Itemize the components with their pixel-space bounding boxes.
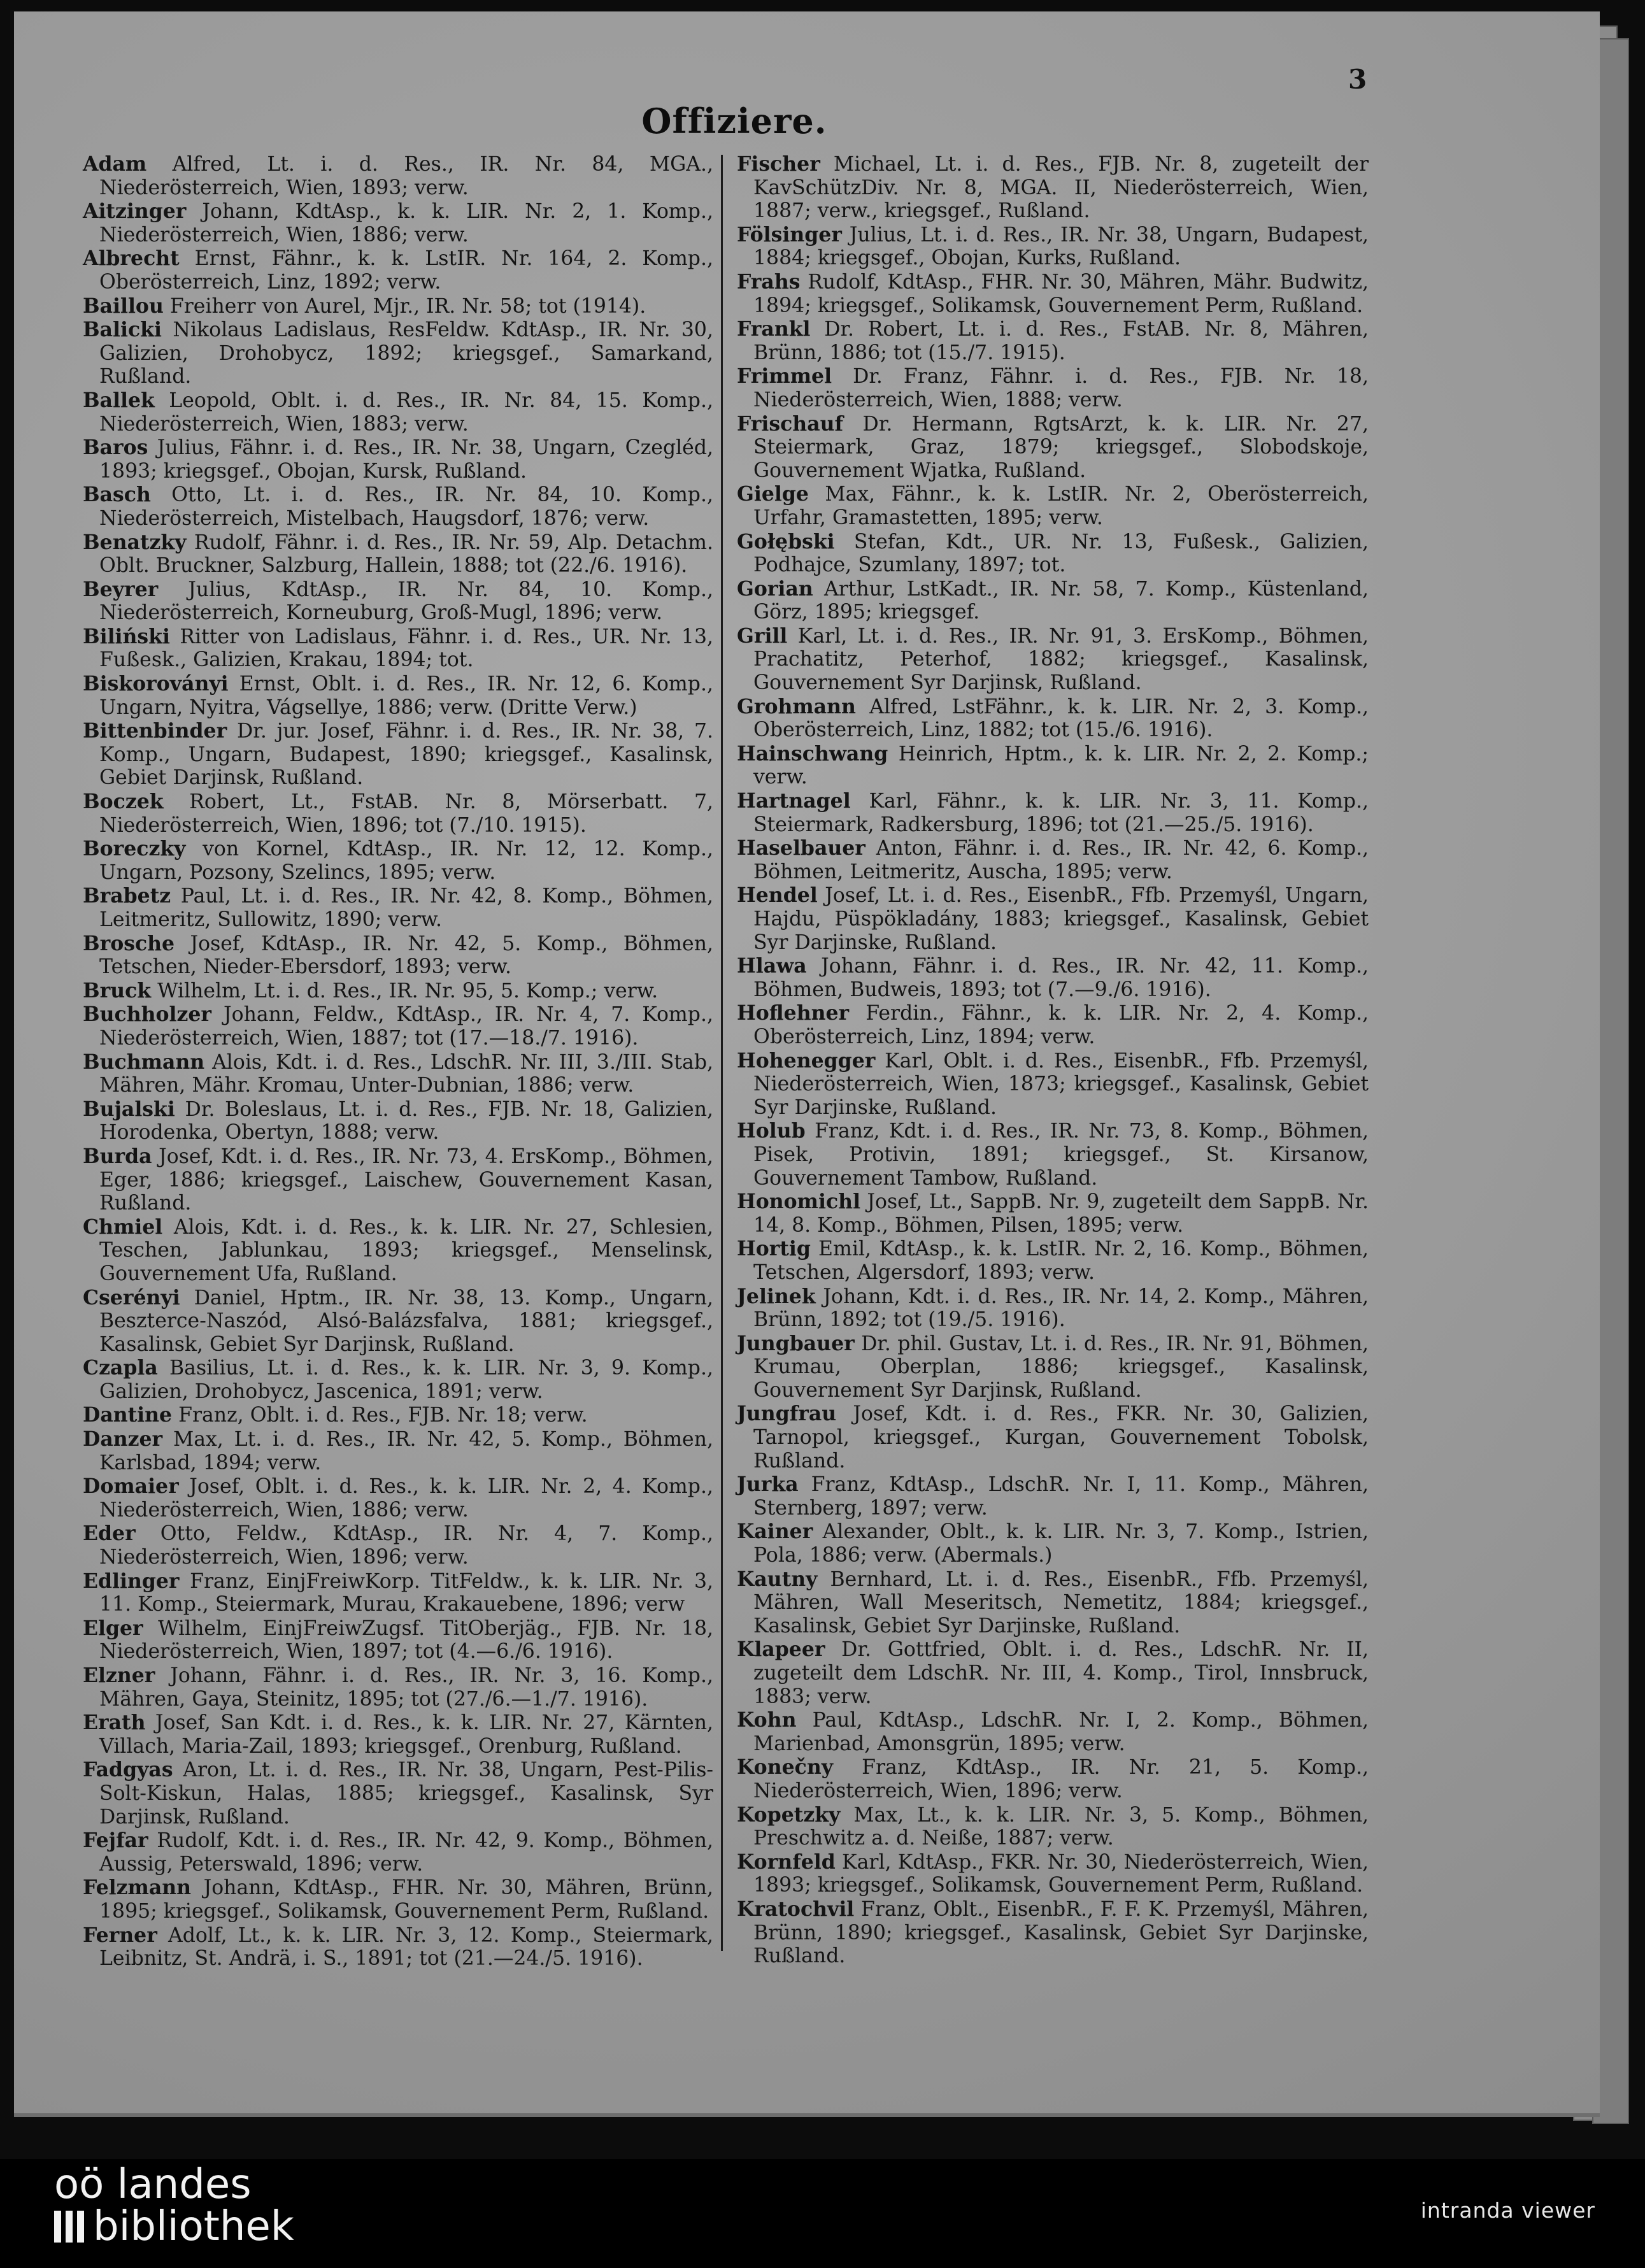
officer-entry bbox=[737, 271, 1369, 317]
officer-surname: Fadgyas bbox=[83, 1758, 173, 1782]
officer-entry bbox=[737, 743, 1369, 789]
officer-details: Karl, KdtAsp., FKR. Nr. 30, Niederösterreich, Wien, 1893; kriegsgef., Solikamsk, Gouvernement Perm, Rußland. bbox=[753, 1850, 1369, 1897]
officer-details: Alexander, Oblt., k. k. LIR. Nr. 3, 7. Komp., Istrien, Pola, 1886; verw. (Abermals.) bbox=[753, 1520, 1369, 1567]
officer-details: Josef, Oblt. i. d. Res., k. k. LIR. Nr. 2, 4. Komp., Niederösterreich, Wien, 1886; verw. bbox=[99, 1475, 713, 1522]
library-logo[interactable] bbox=[54, 2161, 294, 2250]
officer-entry bbox=[83, 578, 713, 625]
officer-entry bbox=[737, 1120, 1369, 1190]
officer-entry bbox=[83, 1522, 713, 1569]
officer-entry bbox=[737, 1050, 1369, 1120]
officer-surname: Balicki bbox=[83, 318, 162, 342]
officer-surname: Jungfrau bbox=[737, 1402, 837, 1426]
officer-entry bbox=[83, 1051, 713, 1097]
officer-entry bbox=[83, 838, 713, 884]
officer-entry bbox=[737, 224, 1369, 270]
officer-details: Rudolf, Kdt. i. d. Res., IR. Nr. 42, 9. Komp., Böhmen, Aussig, Peterswald, 1896; verw. bbox=[99, 1829, 713, 1876]
logo-text-top: oö landes bbox=[54, 2161, 252, 2208]
officer-details: Anton, Fähnr. i. d. Res., IR. Nr. 42, 6. Komp., Böhmen, Leitmeritz, Auscha, 1895; verw. bbox=[753, 837, 1369, 883]
officer-surname: Dantine bbox=[83, 1403, 173, 1427]
officer-surname: Hortig bbox=[737, 1237, 811, 1261]
officer-surname: Felzmann bbox=[83, 1876, 192, 1900]
officer-surname: Kopetzky bbox=[737, 1802, 841, 1827]
officer-entry bbox=[83, 980, 713, 1003]
officer-entry bbox=[737, 884, 1369, 954]
right-column bbox=[737, 153, 1369, 1969]
officer-entry bbox=[737, 1473, 1369, 1520]
officer-details: Ernst, Fähnr., k. k. LstIR. Nr. 164, 2. Komp., Oberösterreich, Linz, 1892; verw. bbox=[99, 247, 714, 294]
officer-surname: Jelinek bbox=[737, 1284, 816, 1308]
officer-surname: Ferner bbox=[83, 1923, 157, 1947]
officer-entry bbox=[83, 1711, 713, 1758]
officer-entry bbox=[737, 1851, 1369, 1897]
officer-surname: Danzer bbox=[83, 1427, 163, 1451]
officer-details: Wilhelm, Lt. i. d. Res., IR. Nr. 95, 5. Komp.; verw. bbox=[157, 979, 659, 1002]
officer-surname: Frankl bbox=[737, 317, 811, 341]
officer-entry bbox=[83, 483, 713, 530]
officer-surname: Bruck bbox=[83, 978, 152, 1002]
officer-details: Josef, Lt., SappB. Nr. 9, zugeteilt dem SappB. Nr. 14, 8. Komp., Böhmen, Pilsen, 1895; verw. bbox=[753, 1190, 1369, 1237]
officer-entry bbox=[83, 673, 713, 719]
logo-bars-icon bbox=[54, 2211, 84, 2243]
officer-details: Johann, Kdt. i. d. Res., IR. Nr. 14, 2. Komp., Mähren, Brünn, 1892; tot (19./5. 1916). bbox=[753, 1285, 1369, 1332]
officer-surname: Erath bbox=[83, 1711, 146, 1735]
officer-surname: Kornfeld bbox=[737, 1850, 836, 1874]
officer-entry bbox=[737, 1709, 1369, 1755]
officer-details: Max, Lt. i. d. Res., IR. Nr. 42, 5. Komp., Böhmen, Karlsbad, 1894; verw. bbox=[99, 1428, 714, 1474]
officer-entry bbox=[83, 200, 713, 246]
officer-surname: Gielge bbox=[737, 482, 809, 506]
logo-text-bottom: bibliothek bbox=[93, 2203, 294, 2250]
officer-surname: Czapla bbox=[83, 1356, 158, 1380]
officer-surname: Baillou bbox=[83, 294, 164, 318]
scanned-page bbox=[14, 11, 1600, 2117]
officer-surname: Adam bbox=[83, 152, 147, 176]
officer-surname: Konečny bbox=[737, 1755, 834, 1779]
officer-surname: Hlawa bbox=[737, 954, 807, 978]
officer-surname: Holub bbox=[737, 1119, 806, 1143]
officer-details: Paul, KdtAsp., LdschR. Nr. I, 2. Komp., Böhmen, Marienbad, Amonsgrün, 1895; verw. bbox=[753, 1709, 1369, 1755]
officer-entry bbox=[83, 720, 713, 790]
officer-surname: Buchmann bbox=[83, 1050, 205, 1074]
officer-details: Karl, Oblt. i. d. Res., EisenbR., Ffb. Przemyśl, Niederösterreich, Wien, 1873; kriegsgef., Kasalinsk, Gebiet Syr Darjinske, Rußland. bbox=[753, 1049, 1369, 1119]
column-divider bbox=[721, 155, 723, 1951]
officer-details: Paul, Lt. i. d. Res., IR. Nr. 42, 8. Komp., Böhmen, Leitmeritz, Sullowitz, 1890; verw. bbox=[99, 885, 714, 931]
officer-details: Julius, Fähnr. i. d. Res., IR. Nr. 38, Ungarn, Czegléd, 1893; kriegsgef., Obojan, Kursk, Rußland. bbox=[99, 436, 714, 483]
officer-details: Ernst, Oblt. i. d. Res., IR. Nr. 12, 6. Komp., Ungarn, Nyitra, Vágsellye, 1886; verw. (Dritte Verw.) bbox=[99, 673, 713, 719]
officer-details: Adolf, Lt., k. k. LIR. Nr. 3, 12. Komp., Steiermark, Leibnitz, St. Andrä, i. S., 1891; tot (21.—24./5. 1916). bbox=[99, 1923, 714, 1971]
officer-surname: Hohenegger bbox=[737, 1048, 876, 1073]
officer-details: Josef, Kdt. i. d. Res., FKR. Nr. 30, Galizien, Tarnopol, kriegsgef., Kurgan, Gouvernement Tobolsk, Rußland. bbox=[753, 1402, 1369, 1473]
officer-details: Josef, KdtAsp., IR. Nr. 42, 5. Komp., Böhmen, Tetschen, Nieder-Ebersdorf, 1893; verw. bbox=[99, 932, 713, 979]
officer-entry bbox=[737, 625, 1369, 695]
officer-surname: Fischer bbox=[737, 152, 820, 176]
officer-surname: Kautny bbox=[737, 1567, 818, 1591]
officer-entry bbox=[737, 1332, 1369, 1402]
officer-details: Dr. Robert, Lt. i. d. Res., FstAB. Nr. 8, Mähren, Brünn, 1886; tot (15./7. 1915). bbox=[753, 318, 1369, 364]
officer-details: Alfred, LstFähnr., k. k. LIR. Nr. 2, 3. Komp., Oberösterreich, Linz, 1882; tot (15./6. 1916). bbox=[753, 695, 1369, 742]
officer-surname: Biliński bbox=[83, 624, 170, 648]
officer-entry bbox=[83, 1404, 713, 1427]
officer-entry bbox=[737, 413, 1369, 483]
officer-surname: Jungbauer bbox=[737, 1331, 855, 1355]
officer-surname: Brabetz bbox=[83, 884, 171, 908]
officer-details: Dr. Hermann, RgtsArzt, k. k. LIR. Nr. 27, Steiermark, Graz, 1879; kriegsgef., Slobodskoje, Gouvernement Wjatka, Rußland. bbox=[753, 412, 1369, 482]
officer-entry bbox=[83, 1357, 713, 1403]
officer-surname: Cserényi bbox=[83, 1285, 180, 1309]
officer-surname: Hendel bbox=[737, 883, 818, 908]
officer-details: Franz, EinjFreiwKorp. TitFeldw., k. k. LIR. Nr. 3, 11. Komp., Steiermark, Murau, Krakauebene, 1896; verw bbox=[99, 1569, 713, 1616]
officer-details: Julius, Lt. i. d. Res., IR. Nr. 38, Ungarn, Budapest, 1884; kriegsgef., Obojan, Kurks, Rußland. bbox=[753, 223, 1369, 270]
officer-details: Freiherr von Aurel, Mjr., IR. Nr. 58; tot (1914). bbox=[169, 294, 646, 318]
officer-surname: Hoflehner bbox=[737, 1001, 850, 1025]
officer-details: Otto, Feldw., KdtAsp., IR. Nr. 4, 7. Komp., Niederösterreich, Wien, 1896; verw. bbox=[99, 1522, 713, 1569]
officer-surname: Aitzinger bbox=[83, 199, 187, 224]
officer-surname: Gołębski bbox=[737, 529, 835, 553]
officer-surname: Fejfar bbox=[83, 1829, 148, 1853]
officer-entry bbox=[83, 1216, 713, 1286]
officer-entry bbox=[737, 790, 1369, 836]
officer-details: Johann, Fähnr. i. d. Res., IR. Nr. 3, 16. Komp., Mähren, Gaya, Steinitz, 1895; tot (27./6.—1./7. 1916). bbox=[99, 1664, 713, 1711]
officer-entry bbox=[737, 1237, 1369, 1284]
officer-surname: Biskoroványi bbox=[83, 672, 229, 696]
officer-surname: Honomichl bbox=[737, 1190, 861, 1214]
viewer-brand-label: intranda viewer bbox=[1420, 2198, 1595, 2223]
officer-surname: Boczek bbox=[83, 790, 164, 814]
officer-details: Alfred, Lt. i. d. Res., IR. Nr. 84, MGA., Niederösterreich, Wien, 1893; verw. bbox=[99, 153, 714, 199]
officer-surname: Frahs bbox=[737, 269, 801, 294]
officer-surname: Baros bbox=[83, 436, 148, 460]
officer-entry bbox=[83, 625, 713, 672]
officer-surname: Elzner bbox=[83, 1664, 155, 1687]
officer-details: von Kornel, KdtAsp., IR. Nr. 12, 12. Komp., Ungarn, Pozsony, Szelincs, 1895; verw. bbox=[99, 838, 714, 884]
officer-details: Johann, Feldw., KdtAsp., IR. Nr. 4, 7. Komp., Niederösterreich, Wien, 1887; tot (17.—18./7. 1916). bbox=[99, 1003, 713, 1050]
officer-details: Franz, Kdt. i. d. Res., IR. Nr. 73, 8. Komp., Böhmen, Pisek, Protivin, 1891; kriegsgef., St. Kirsanow, Gouvernement Tambow, Rußland. bbox=[753, 1120, 1369, 1190]
officer-surname: Burda bbox=[83, 1144, 152, 1168]
officer-details: Franz, Oblt. i. d. Res., FJB. Nr. 18; verw. bbox=[178, 1404, 588, 1427]
officer-details: Ferdin., Fähnr., k. k. LIR. Nr. 2, 4. Komp., Oberösterreich, Linz, 1894; verw. bbox=[753, 1002, 1369, 1048]
officer-details: Johann, KdtAsp., FHR. Nr. 30, Mähren, Brünn, 1895; kriegsgef., Solikamsk, Gouvernement Perm, Rußland. bbox=[99, 1876, 713, 1923]
officer-details: Ritter von Ladislaus, Fähnr. i. d. Res., UR. Nr. 13, Fußesk., Galizien, Krakau, 1894; tot. bbox=[99, 625, 713, 672]
officer-details: Josef, Lt. i. d. Res., EisenbR., Ffb. Przemyśl, Ungarn, Hajdu, Püspökladány, 1883; kriegsgef., Kasalinsk, Gebiet Syr Darjinske, Rußland. bbox=[753, 884, 1369, 954]
left-column bbox=[83, 153, 713, 1971]
officer-entry bbox=[83, 1287, 713, 1357]
officer-surname: Boreczky bbox=[83, 837, 186, 861]
officer-surname: Kohn bbox=[737, 1708, 797, 1732]
officer-details: Karl, Lt. i. d. Res., IR. Nr. 91, 3. ErsKomp., Böhmen, Prachatitz, Peterhof, 1882; kriegsgef., Kasalinsk, Gouvernement Syr Darjinsk, Rußland. bbox=[753, 624, 1369, 695]
officer-entry bbox=[737, 153, 1369, 223]
officer-surname: Domaier bbox=[83, 1474, 179, 1499]
officer-entry bbox=[83, 1876, 713, 1923]
officer-details: Michael, Lt. i. d. Res., FJB. Nr. 8, zugeteilt der KavSchützDiv. Nr. 8, MGA. II, Niederösterreich, Wien, 1887; verw., kriegsgef., Rußland. bbox=[753, 153, 1369, 223]
officer-details: Stefan, Kdt., UR. Nr. 13, Fußesk., Galizien, Podhajce, Szumlany, 1897; tot. bbox=[753, 530, 1369, 577]
officer-details: Robert, Lt., FstAB. Nr. 8, Mörserbatt. 7, Niederösterreich, Wien, 1896; tot (7./10. 1915). bbox=[99, 790, 714, 837]
officer-entry bbox=[83, 1475, 713, 1522]
officer-details: Emil, KdtAsp., k. k. LstIR. Nr. 2, 16. Komp., Böhmen, Tetschen, Algersdorf, 1893; verw. bbox=[753, 1237, 1369, 1284]
officer-entry bbox=[83, 1098, 713, 1145]
officer-entry bbox=[737, 695, 1369, 742]
officer-entry bbox=[737, 1190, 1369, 1237]
officer-surname: Bujalski bbox=[83, 1097, 175, 1121]
officer-entry bbox=[737, 1568, 1369, 1638]
officer-surname: Chmiel bbox=[83, 1215, 163, 1239]
officer-surname: Beyrer bbox=[83, 577, 159, 601]
officer-surname: Klapeer bbox=[737, 1637, 825, 1662]
officer-entry bbox=[737, 318, 1369, 364]
officer-entry bbox=[83, 1428, 713, 1474]
officer-entry bbox=[737, 1898, 1369, 1968]
officer-details: Heinrich, Hptm., k. k. LIR. Nr. 2, 2. Komp.; verw. bbox=[753, 742, 1369, 789]
officer-entry bbox=[83, 1664, 713, 1711]
officer-entry bbox=[737, 1002, 1369, 1048]
officer-surname: Bittenbinder bbox=[83, 719, 227, 743]
officer-entry bbox=[737, 531, 1369, 577]
officer-details: Arthur, LstKadt., IR. Nr. 58, 7. Komp., Küstenland, Görz, 1895; kriegsgef. bbox=[753, 577, 1369, 624]
officer-entry bbox=[737, 365, 1369, 411]
officer-surname: Haselbauer bbox=[737, 836, 865, 860]
officer-surname: Basch bbox=[83, 483, 151, 507]
officer-entry bbox=[83, 247, 713, 294]
officer-details: Dr. jur. Josef, Fähnr. i. d. Res., IR. Nr. 38, 7. Komp., Ungarn, Budapest, 1890; kriegsgef., Kasalinsk, Gebiet Darjinsk, Rußland. bbox=[99, 720, 713, 790]
officer-entry bbox=[737, 483, 1369, 529]
officer-details: Josef, Kdt. i. d. Res., IR. Nr. 73, 4. ErsKomp., Böhmen, Eger, 1886; kriegsgef., Laischew, Gouvernement Kasan, Rußland. bbox=[99, 1145, 713, 1215]
officer-surname: Fölsinger bbox=[737, 222, 842, 246]
officer-surname: Albrecht bbox=[83, 246, 180, 271]
officer-entry bbox=[83, 1758, 713, 1829]
officer-details: Dr. phil. Gustav, Lt. i. d. Res., IR. Nr. 91, Böhmen, Krumau, Oberplan, 1886; kriegsgef., Kasalinsk, Gouvernement Syr Darjinsk, Rußland. bbox=[753, 1332, 1369, 1402]
officer-entry bbox=[83, 295, 713, 318]
officer-entry bbox=[737, 837, 1369, 883]
page-title: Offiziere. bbox=[641, 101, 827, 141]
officer-entry bbox=[83, 1570, 713, 1616]
officer-entry bbox=[83, 790, 713, 837]
officer-details: Nikolaus Ladislaus, ResFeldw. KdtAsp., IR. Nr. 30, Galizien, Drohobycz, 1892; kriegsgef., Samarkand, Rußland. bbox=[99, 318, 713, 389]
officer-entry bbox=[83, 1617, 713, 1664]
officer-details: Otto, Lt. i. d. Res., IR. Nr. 84, 10. Komp., Niederösterreich, Mistelbach, Haugsdorf, 1876; verw. bbox=[99, 483, 714, 530]
officer-entry bbox=[737, 1756, 1369, 1802]
officer-entry bbox=[83, 436, 713, 483]
officer-details: Aron, Lt. i. d. Res., IR. Nr. 38, Ungarn, Pest-Pilis-Solt-Kiskun, Halas, 1885; kriegsgef., Kasalinsk, Syr Darjinsk, Rußland. bbox=[99, 1758, 714, 1829]
officer-details: Leopold, Oblt. i. d. Res., IR. Nr. 84, 15. Komp., Niederösterreich, Wien, 1883; verw. bbox=[99, 389, 713, 436]
officer-surname: Hainschwang bbox=[737, 741, 888, 766]
officer-details: Max, Lt., k. k. LIR. Nr. 3, 5. Komp., Böhmen, Preschwitz a. d. Neiße, 1887; verw. bbox=[753, 1803, 1369, 1850]
officer-entry bbox=[83, 1924, 713, 1971]
officer-details: Alois, Kdt. i. d. Res., LdschR. Nr. III, 3./III. Stab, Mähren, Mähr. Kromau, Unter-Dubnian, 1886; verw. bbox=[99, 1050, 714, 1097]
officer-details: Dr. Boleslaus, Lt. i. d. Res., FJB. Nr. 18, Galizien, Horodenka, Obertyn, 1888; verw. bbox=[99, 1097, 713, 1145]
officer-entry bbox=[737, 578, 1369, 624]
officer-details: Daniel, Hptm., IR. Nr. 38, 13. Komp., Ungarn, Beszterce-Naszód, Alsó-Balázsfalva, 1881; kriegsgef., Kasalinsk, Gebiet Syr Darjinsk, Rußland. bbox=[99, 1286, 714, 1356]
officer-details: Johann, Fähnr. i. d. Res., IR. Nr. 42, 11. Komp., Böhmen, Budweis, 1893; tot (7.—9./6. 1916). bbox=[753, 955, 1369, 1001]
officer-details: Rudolf, Fähnr. i. d. Res., IR. Nr. 59, Alp. Detachm. Oblt. Bruckner, Salzburg, Hallein, 1888; tot (22./6. 1916). bbox=[99, 531, 713, 578]
officer-surname: Frimmel bbox=[737, 364, 832, 389]
officer-surname: Edlinger bbox=[83, 1569, 180, 1593]
officer-details: Alois, Kdt. i. d. Res., k. k. LIR. Nr. 27, Schlesien, Teschen, Jablunkau, 1893; kriegsgef., Menselinsk, Gouvernement Ufa, Rußland. bbox=[99, 1215, 713, 1285]
officer-entry bbox=[83, 153, 713, 199]
officer-entry bbox=[83, 1829, 713, 1876]
officer-details: Josef, San Kdt. i. d. Res., k. k. LIR. Nr. 27, Kärnten, Villach, Maria-Zail, 1893; kriegsgef., Orenburg, Rußland. bbox=[99, 1711, 713, 1758]
officer-entry bbox=[737, 1402, 1369, 1473]
officer-details: Bernhard, Lt. i. d. Res., EisenbR., Ffb. Przemyśl, Mähren, Wall Meseritsch, Nemetitz, 1884; kriegsgef., Kasalinsk, Gebiet Syr Darjinske, Rußland. bbox=[753, 1567, 1369, 1637]
officer-surname: Jurka bbox=[737, 1473, 799, 1497]
officer-details: Wilhelm, EinjFreiwZugsf. TitOberjäg., FJB. Nr. 18, Niederösterreich, Wien, 1897; tot (4.—6./6. 1916). bbox=[99, 1616, 714, 1664]
officer-details: Max, Fähnr., k. k. LstIR. Nr. 2, Oberösterreich, Urfahr, Gramastetten, 1895; verw. bbox=[753, 483, 1369, 529]
officer-entry bbox=[83, 389, 713, 436]
officer-entry bbox=[83, 318, 713, 389]
officer-surname: Gorian bbox=[737, 576, 813, 601]
officer-entry bbox=[83, 1003, 713, 1050]
officer-surname: Kainer bbox=[737, 1520, 813, 1544]
officer-surname: Elger bbox=[83, 1616, 143, 1640]
officer-details: Julius, KdtAsp., IR. Nr. 84, 10. Komp., Niederösterreich, Korneuburg, Groß-Mugl, 1896; verw. bbox=[99, 578, 713, 625]
officer-details: Karl, Fähnr., k. k. LIR. Nr. 3, 11. Komp., Steiermark, Radkersburg, 1896; tot (21.—25./5. 1916). bbox=[753, 790, 1369, 836]
officer-details: Franz, KdtAsp., LdschR. Nr. I, 11. Komp., Mähren, Sternberg, 1897; verw. bbox=[753, 1473, 1369, 1520]
officer-details: Rudolf, KdtAsp., FHR. Nr. 30, Mähren, Mähr. Budwitz, 1894; kriegsgef., Solikamsk, Gouvernement Perm, Rußland. bbox=[753, 270, 1369, 317]
officer-surname: Grohmann bbox=[737, 694, 856, 718]
officer-entry bbox=[83, 885, 713, 931]
officer-entry bbox=[83, 531, 713, 578]
officer-entry bbox=[83, 1145, 713, 1215]
officer-surname: Hartnagel bbox=[737, 789, 851, 813]
officer-details: Dr. Franz, Fähnr. i. d. Res., FJB. Nr. 18, Niederösterreich, Wien, 1888; verw. bbox=[753, 365, 1369, 411]
officer-surname: Buchholzer bbox=[83, 1002, 212, 1027]
officer-entry bbox=[737, 955, 1369, 1001]
officer-surname: Eder bbox=[83, 1522, 136, 1546]
officer-surname: Kratochvil bbox=[737, 1897, 855, 1921]
officer-details: Johann, KdtAsp., k. k. LIR. Nr. 2, 1. Komp., Niederösterreich, Wien, 1886; verw. bbox=[99, 200, 713, 246]
officer-entry bbox=[737, 1520, 1369, 1567]
officer-surname: Grill bbox=[737, 624, 788, 648]
officer-entry bbox=[83, 932, 713, 979]
officer-surname: Ballek bbox=[83, 388, 155, 412]
officer-details: Basilius, Lt. i. d. Res., k. k. LIR. Nr. 3, 9. Komp., Galizien, Drohobycz, Jascenica, 1891; verw. bbox=[99, 1357, 713, 1403]
officer-entry bbox=[737, 1638, 1369, 1708]
officer-entry bbox=[737, 1285, 1369, 1332]
officer-details: Dr. Gottfried, Oblt. i. d. Res., LdschR. Nr. II, zugeteilt dem LdschR. Nr. III, 4. Komp., Tirol, Innsbruck, 1883; verw. bbox=[753, 1638, 1369, 1708]
officer-surname: Benatzky bbox=[83, 530, 187, 554]
officer-details: Franz, Oblt., EisenbR., F. F. K. Przemyśl, Mähren, Brünn, 1890; kriegsgef., Kasalinsk, Gebiet Syr Darjinske, Rußland. bbox=[753, 1897, 1369, 1968]
officer-surname: Brosche bbox=[83, 931, 175, 955]
officer-entry bbox=[737, 1804, 1369, 1850]
officer-surname: Frischauf bbox=[737, 411, 844, 436]
officer-details: Franz, KdtAsp., IR. Nr. 21, 5. Komp., Niederösterreich, Wien, 1896; verw. bbox=[753, 1756, 1369, 1802]
page-number: 3 bbox=[1348, 64, 1367, 95]
